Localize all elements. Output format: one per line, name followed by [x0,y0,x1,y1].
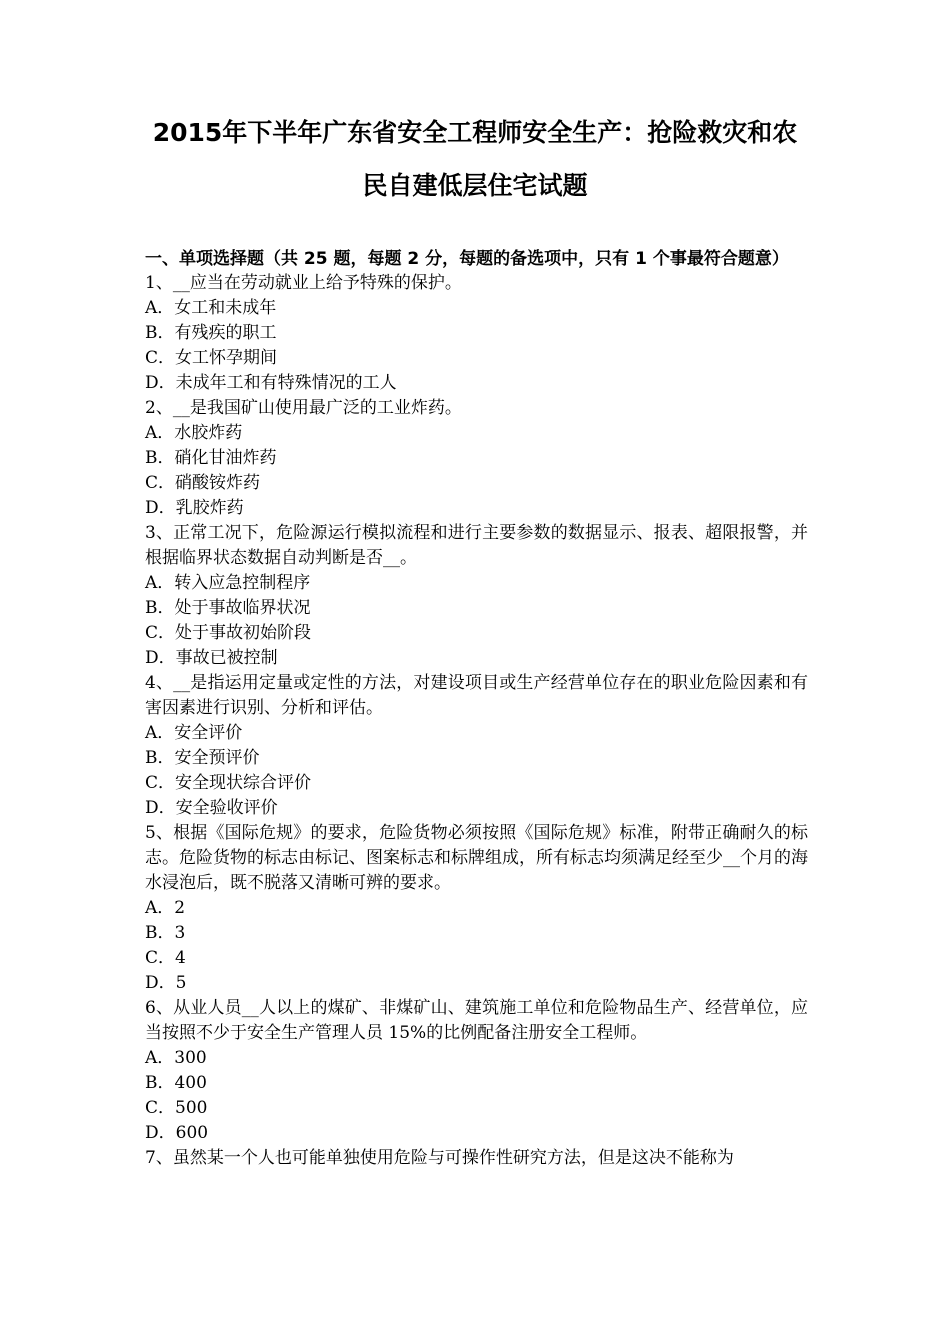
question-block [145,396,808,521]
question-stem: 1、__应当在劳动就业上给予特殊的保护。 [145,273,462,293]
question-stem: 2、__是我国矿山使用最广泛的工业炸药。 [145,398,462,418]
answer-option: A．转入应急控制程序 [145,573,311,593]
document-title-line-2: 民自建低层住宅试题 [362,171,588,200]
question-block [145,821,808,996]
question-list [145,271,808,1171]
question-block [145,271,808,396]
answer-option: D．事故已被控制 [145,648,278,668]
answer-option: A．300 [145,1048,207,1068]
answer-option: C．女工怀孕期间 [145,348,278,368]
answer-option: D．安全验收评价 [145,798,278,818]
answer-option: D．600 [145,1123,209,1143]
question-stem: 3、正常工况下，危险源运行模拟流程和进行主要参数的数据显示、报表、超限报警，并根据临界状态数据自动判断是否__。 [145,523,808,568]
answer-option: A．安全评价 [145,723,243,743]
answer-option: C．500 [145,1098,208,1118]
answer-option: B．3 [145,923,186,943]
answer-option: A．女工和未成年 [145,298,277,318]
section-heading: 一、单项选择题（共 25 题，每题 2 分，每题的备选项中，只有 1 个事最符合题意） [145,249,789,269]
answer-option: C．4 [145,948,186,968]
answer-option: B．安全预评价 [145,748,260,768]
answer-option: C．处于事故初始阶段 [145,623,312,643]
answer-option: B．有残疾的职工 [145,323,277,343]
answer-option: C．硝酸铵炸药 [145,473,261,493]
document-title-line-1: 2015年下半年广东省安全工程师安全生产：抢险救灾和农 [152,118,798,147]
answer-option: C．安全现状综合评价 [145,773,312,793]
question-block [145,996,808,1146]
question-block [145,671,808,821]
document-body [145,247,808,1171]
answer-option: D．乳胶炸药 [145,498,244,518]
question-block [145,1146,808,1171]
question-block [145,521,808,671]
answer-option: D．未成年工和有特殊情况的工人 [145,373,397,393]
answer-option: B．400 [145,1073,207,1093]
answer-option: D．5 [145,973,187,993]
answer-option: B．硝化甘油炸药 [145,448,277,468]
question-stem: 6、从业人员__人以上的煤矿、非煤矿山、建筑施工单位和危险物品生产、经营单位，应当按照不少于安全生产管理人员 15%的比例配备注册安全工程师。 [145,998,808,1043]
question-stem: 7、虽然某一个人也可能单独使用危险与可操作性研究方法，但是这决不能称为 [145,1148,734,1168]
answer-option: A．水胶炸药 [145,423,243,443]
answer-option: B．处于事故临界状况 [145,598,311,618]
answer-option: A．2 [145,898,186,918]
question-stem: 5、根据《国际危规》的要求，危险货物必须按照《国际危规》标准，附带正确耐久的标志。危险货物的标志由标记、图案标志和标牌组成，所有标志均须满足经至少__个月的海水浸泡后，既不脱落又清晰可辨的要求。 [145,823,808,893]
question-stem: 4、__是指运用定量或定性的方法，对建设项目或生产经营单位存在的职业危险因素和有害因素进行识别、分析和评估。 [145,673,808,718]
